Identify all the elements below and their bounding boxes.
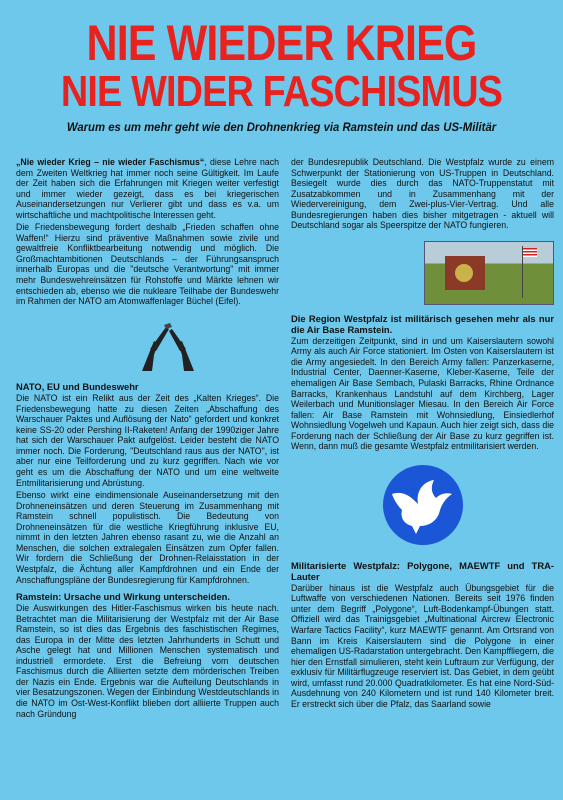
polygone-paragraph: Darüber hinaus ist die Westpfalz auch Übungsgebiet für die Luftwaffe von verschiedenen Nationen. Bereits seit 1976 finden unter dem Begriff „Polygone“, Luft-Bodenkampf-Übungen statt. Offiziell wird das Trainigsgebiet „Multinational Aircrew Electronic Warfare Tactics Facility“, kurz MAEWTF genannt. Am Ortsrand von Bann im Kreis Kaiserslautern sind die Polygone in einer ehemaligen US-Radarstation untergebracht. Den Kampffliegern, die hier den Ernstfall simulieren, steht kein Luftraum zur Verfügung, der exklusiv für Militärflugzeuge reserviert ist. Das Gebiet, in dem geübt wird, umfasst rund 20.000 Quadratkilometer. Es hat eine Nord-Süd-Ausdehnung von 240 Kilometern und ist rund 140 Kilometer breit. Er erstreckt sich über die Pfalz, das Saarland sowie [291,582,554,709]
heading-region: Die Region Westpfalz ist militärisch gesehen mehr als nur die Air Base Ramstein. [291,312,554,335]
peace-dove-icon [291,464,554,546]
peace-movement-paragraph: Die Friedensbewegung fordert deshalb „Frieden schaffen ohne Waffen!“ Hierzu sind präventive Maßnahmen sowie zivile und gewaltfreie Konfliktbearbeitung notwendig und möglich. Die Großmachtambitionen Deutschlands – der Führungsanspruch innerhalb Europas und die "deutsche Verantwortung" mit immer mehr Bundeswehreinsätzen für Rohstoffe und Märkte lehnen wir entschieden ab, ebenso wie die nukleare Teilhabe der Bundeswehr im Rahmen der NATO am Atomwaffenlager Büchel (Eifel). [16,222,279,307]
intro-text: , diese Lehre nach dem Zweiten Weltkrieg hat immer noch seine Gültigkeit. Im Laufe der Zeit haben sich die Erfahrungen mit Kriegen weiter verfestigt und immer wieder gezeigt, dass es bei kriegerischen Auseinandersetzungen nur Verlierer gibt und dass es v.a. um wirtschaftliche und machtpolitische Interessen geht. [16,157,279,220]
right-column [291,157,554,721]
drones-paragraph: Ebenso wirkt eine eindimensionale Auseinandersetzung mit den Drohneneinsätzen und deren Steuerung im Zusammenhang mit Ramstein schnell populistisch. Die Bedeutung von Drohneneinsätzen für die westliche Kriegführung inklusive EU, nimmt in den letzten Jahren ebenso rasant zu, wie die Anzahl an Menschen, die solchen extralegalen Einsätzen zum Opfer fallen. Wir fordern die Schließung der Drohnen-Relaisstation in der Westpfalz, die Ächtung aller Kampfdrohnen und ein Ende der Anschaffungspläne der Bundesregierung für Kampfdrohnen. [16,490,279,585]
headline-line-2: NIE WIDER FASCHISMUS [60,67,503,116]
nato-paragraph: Die NATO ist ein Relikt aus der Zeit des „Kalten Krieges“. Die Friedensbewegung hatte zu diesen Zeiten „Abschaffung des Warschauer Paktes und Auflösung der Nato“ gefordert und konkret keine SS-20 oder Pershing II-Raketen! Anfang der 1990ziger Jahre hat sich der Warschauer Pakt aufgelöst. Leider besteht die NATO immer noch. Die Forderung, "Deutschland raus aus der NATO", ist aber nur eine Teilforderung und zu kurz gegriffen. Nach wie vor geht es um die Abschaffung der NATO und um eine weltweite Entmilitarisierung und Abrüstung. [16,393,279,488]
base-photo-wrap [291,241,554,305]
intro-paragraph [16,157,279,220]
heading-ramstein: Ramstein: Ursache und Wirkung unterscheiden. [16,591,231,603]
heading-nato: NATO, EU und Bundeswehr [16,381,139,393]
continuation-paragraph: der Bundesrepublik Deutschland. Die Westpfalz wurde zu einem Schwerpunkt der Stationierung von US-Truppen in Deutschland. Besiegelt wurde dies durch das NATO-Truppenstatut mit Zusatzabkommen und in Zusammenhang mit der Wiedervereinigung, dem Zwei-plus-Vier-Vertrag. Und alle Bundesregierungen haben dies bisher mitgetragen - aktuell will Deutschland sogar als Speerspitze der NATO fungieren. [291,157,554,231]
ramstein-paragraph: Die Auswirkungen des Hitler-Faschismus wirken bis heute nach. Betrachtet man die Militarisierung der Westpfalz mit der Air Base Ramstein, so ist dies das Ergebnis des faschistischen Regimes, das Europa in der Mitte des letzten Jahrhunderts in Schutt und Asche gelegt hat und Millionen Menschen systematisch und industriell ermordete. Erst die Befreiung vom deutschen Faschismus durch die Alliierten setzte dem mörderischen Treiben der Nazis ein Ende. Ergebnis war die Aufteilung Deutschlands in vier Besatzungszonen. Wegen der Einbindung Westdeutschlands in die NATO im Ost-West-Konflikt blieben dort alliierte Truppen auch nach Gründung [16,603,279,719]
air-base-sign-photo [424,241,554,305]
article-columns [16,157,554,721]
heading-polygone: Militarisierte Westpfalz: Polygone, MAEWTF und TRA-Lauter [291,559,554,582]
intro-lead: „Nie wieder Krieg – nie wieder Faschismus“ [16,157,205,167]
headline-line-1: NIE WIEDER KRIEG [86,15,477,71]
broken-rifle-hands-icon [136,321,279,376]
left-column [16,157,279,721]
subtitle: Warum es um mehr geht wie den Drohnenkrieg via Ramstein und das US-Militär [66,120,497,134]
region-paragraph: Zum derzeitigen Zeitpunkt, sind in und um Kaiserslautern sowohl Army als auch Air Force stationiert. Im Osten von Kaiserslautern ist die Army angesiedelt. In den Bereich Army fallen: Panzerkaserne, Industrial Center, Daenner-Kaserne, Kleber-Kaserne, Teile der ehemaligen Air Base Sembach, Pulaski Barracks, Rhine Ordnance Barracks, Krankenhaus Landstuhl auf dem Kirchberg, Lager Weilerbach und Munitionslager Miesau. In den Bereich Air Force fallen: Air Base Ramstein mit Wohnsiedlung, Einsiedlerhof Wohnsiedlung Vogelweh und Kapaun. Auch hier zeigt sich, dass die Forderung nach der Schließung der Air Base zu kurz gegriffen ist. Wenn, dann muß die gesamte Westpfalz entmilitarisiert werden. [291,335,555,452]
